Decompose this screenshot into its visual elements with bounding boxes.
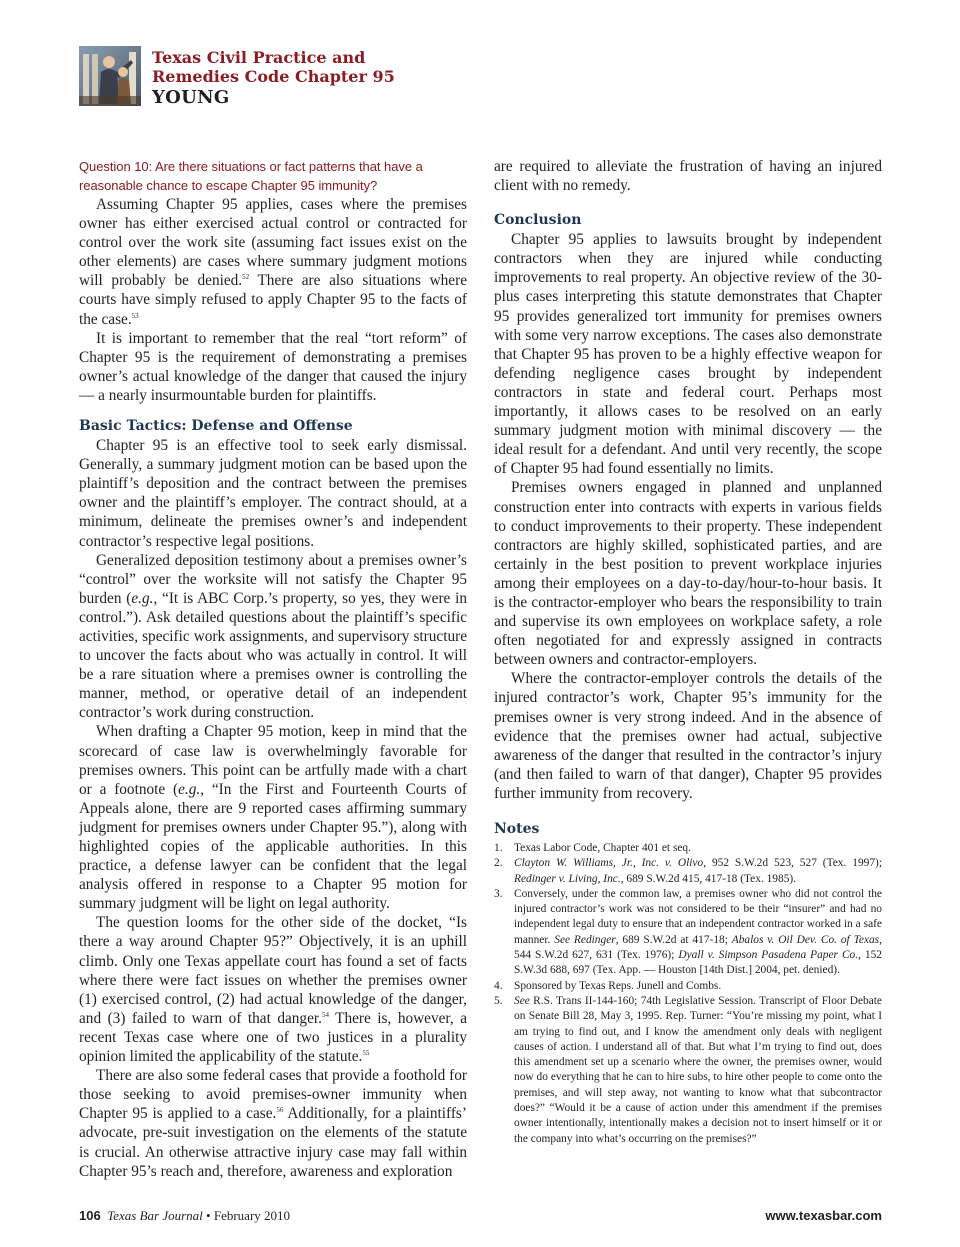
paragraph: Generalized deposition testimony about a premises owner’s “control” over the worksite will not satisfy the Chapter 95 burden (e.g., “It is ABC Corp.’s property, so yes, they were in control.”). Ask detailed questions about the plaintiff’s specific activities, specific work assignments, and supervisory structure to uncover the facts about who was actually in control. It will be a rare situation where a premises owner is controlling the manner, method, or operative detail of an independent contractor’s work during construction.	[79, 551, 467, 722]
paragraph: When drafting a Chapter 95 motion, keep in mind that the scorecard of case law is overwhelmingly favorable for premises owners. This point can be artfully made with a chart or a footnote (e.g., “In the First and Fourteenth Courts of Appeals alone, there are 9 reported cases affirming summary judgment for premises owners under Chapter 95.”), along with highlighted copies of the applicable authorities. In this practice, a defense lawyer can be confident that the legal analysis offered in response to a Chapter 95 motion for summary judgment will be light on legal authority.	[79, 723, 467, 913]
paragraph: It is important to remember that the real “tort reform” of Chapter 95 is the requirement of demonstrating a premises owner’s actual knowledge of the danger that caused the injury — a nearly insurmountable burden for plaintiffs.	[79, 329, 467, 404]
footnote-ref: 53	[131, 311, 139, 320]
issue-date: February 2010	[213, 1208, 291, 1223]
journal-name: Texas Bar Journal	[107, 1208, 203, 1223]
right-column	[494, 157, 882, 1147]
header-title-line-1: Texas Civil Practice and	[152, 48, 366, 67]
left-column	[79, 157, 467, 1181]
footnote-ref: 56	[276, 1106, 284, 1115]
footnote-ref: 54	[321, 1010, 329, 1019]
note-item: 2. Clayton W. Williams, Jr., Inc. v. Olivo, 952 S.W.2d 523, 527 (Tex. 1997); Redinger v. Living, Inc., 689 S.W.2d 415, 417-18 (Tex. 1985).	[494, 857, 882, 885]
paragraph: Chapter 95 applies to lawsuits brought by independent contractors when they are injured while conducting improvements to real property. An objective review of the 30-plus cases interpreting this statute demonstrates that Chapter 95 provides generalized tort immunity for premises owners with some very narrow exceptions. The cases also demonstrate that Chapter 95 has proven to be a highly effective weapon for defending negligence cases brought by independent contractors in state and federal court. Perhaps most importantly, it allows cases to be resolved on an early summary judgment motion with minimal discovery — the ideal result for a defendant. And until very recently, the scope of Chapter 95 had found essentially no limits.	[494, 231, 882, 478]
footnote-ref: 55	[362, 1049, 370, 1058]
note-item: 5. See R.S. Trans II-144-160; 74th Legislative Session. Transcript of Floor Debate on Senate Bill 28, May 3, 1995. Rep. Turner: “You’re missing my point, what I am trying to find out, and I know the amendment only deals with negligent causes of action. I understand all of that. But what I’m trying to find out, does this amendment set up a scenario where the owner, the premises owner, would now do everything that he can to hire subs, to hire other people to come onto the premises, and will step away, not wanting to know what that subcontractor does?” “Would it be a cause of action under this amendment if the premises owner intentionally, intentionally makes a decision not to insert himself or it or the company into what’s occurring on the premises?”	[494, 994, 882, 1145]
section-heading-basic-tactics: Basic Tactics: Defense and Offense	[79, 418, 353, 435]
note-item: 3. Conversely, under the common law, a premises owner who did not control the injured contractor’s work was not considered to be their “insurer” and had no independent legal duty to ensure that an independent contractor worked in a safe manner. See Redinger, 689 S.W.2d at 417-18; Abalos v. Oil Dev. Co. of Texas, 544 S.W.2d 627, 631 (Tex. 1976); Dyall v. Simpson Pasadena Paper Co., 152 S.W.3d 688, 697 (Tex. App. — Houston [14th Dist.] 2004, pet. denied).	[494, 887, 882, 977]
paragraph: The question looms for the other side of the docket, “Is there a way around Chapter 95?” Objectively, it is an uphill climb. Only one Texas appellate court has found a set of facts where there were fact issues on whether the premises owner (1) exercised control, (2) had actual knowledge of the danger, and (3) failed to warn of that danger.$^{54}$ There is, however, a recent Texas case where one of two justices in a plurality opinion limited the applicability of the statute.$^{55}$	[79, 914, 467, 1066]
footer-website-link[interactable]: www.texasbar.com	[765, 1208, 882, 1223]
page-footer	[79, 1208, 290, 1224]
note-item: 1. Texas Labor Code, Chapter 401 et seq.	[494, 842, 691, 854]
note-item: 4. Sponsored by Texas Reps. Junell and Combs.	[494, 979, 722, 992]
paragraph: Chapter 95 is an effective tool to seek early dismissal. Generally, a summary judgment motion can be based upon the plaintiff’s deposition and the contract between the premises owner and the plaintiff’s employer. The contract should, at a minimum, delineate the premises owner’s and independent contractor’s respective legal positions.	[79, 437, 467, 550]
header-author: YOUNG	[152, 87, 230, 108]
paragraph: Where the contractor-employer controls the details of the injured contractor’s work, Chapter 95’s immunity for the premises owner is very strong indeed. And in the absence of evidence that the premises owner had actual, subjective awareness of the danger that resulted in the contractor’s injury (and then failed to warn of that danger), Chapter 95 provides further immunity from recovery.	[494, 670, 882, 802]
article-header	[79, 46, 499, 110]
paragraph: There are also some federal cases that provide a foothold for those seeking to avoid premises-owner immunity when Chapter 95 is applied to a case.$^{56}$ Additionally, for a plaintiffs’ advocate, pre-suit investigation on the elements of the statute is crucial. An otherwise attractive injury case may fall within Chapter 95’s reach and, therefore, awareness and exploration	[79, 1067, 467, 1180]
footer-separator: •	[206, 1208, 211, 1223]
courtroom-illustration-icon	[79, 46, 141, 106]
section-heading-conclusion: Conclusion	[494, 212, 582, 229]
question-10-heading: Question 10: Are there situations or fact patterns that have a reasonable chance to escape Chapter 95 immunity?	[79, 159, 423, 193]
paragraph: Premises owners engaged in planned and unplanned construction enter into contracts with experts in various fields to conduct improvements to their property. These independent contractors are highly skilled, sophisticated parties, and are certainly in the best position to prevent workplace injuries among their employees on a day-to-day/hour-to-hour basis. It is the contractor-employer who bears the responsibility to train and supervise its own employees on workplace safety, a role often negotiated for and expressly assigned in contracts between owners and contractor-employers.	[494, 479, 882, 669]
paragraph-continued: are required to alleviate the frustration of having an injured client with no remedy.	[494, 158, 882, 195]
footnote-ref: 52	[242, 273, 250, 282]
header-title-line-2: Remedies Code Chapter 95	[152, 67, 395, 86]
paragraph: Assuming Chapter 95 applies, cases where the premises owner has either exercised actual control or contracted for control over the work site (assuming fact issues exist on the other elements) are cases where summary judgment motions will probably be denied.$^{52}$ There are also situations where courts have simply refused to apply Chapter 95 to the facts of the case.$^{53}$	[79, 196, 467, 328]
section-heading-notes: Notes	[494, 821, 540, 837]
notes-list	[494, 841, 882, 1147]
page-number: 106	[79, 1208, 101, 1223]
